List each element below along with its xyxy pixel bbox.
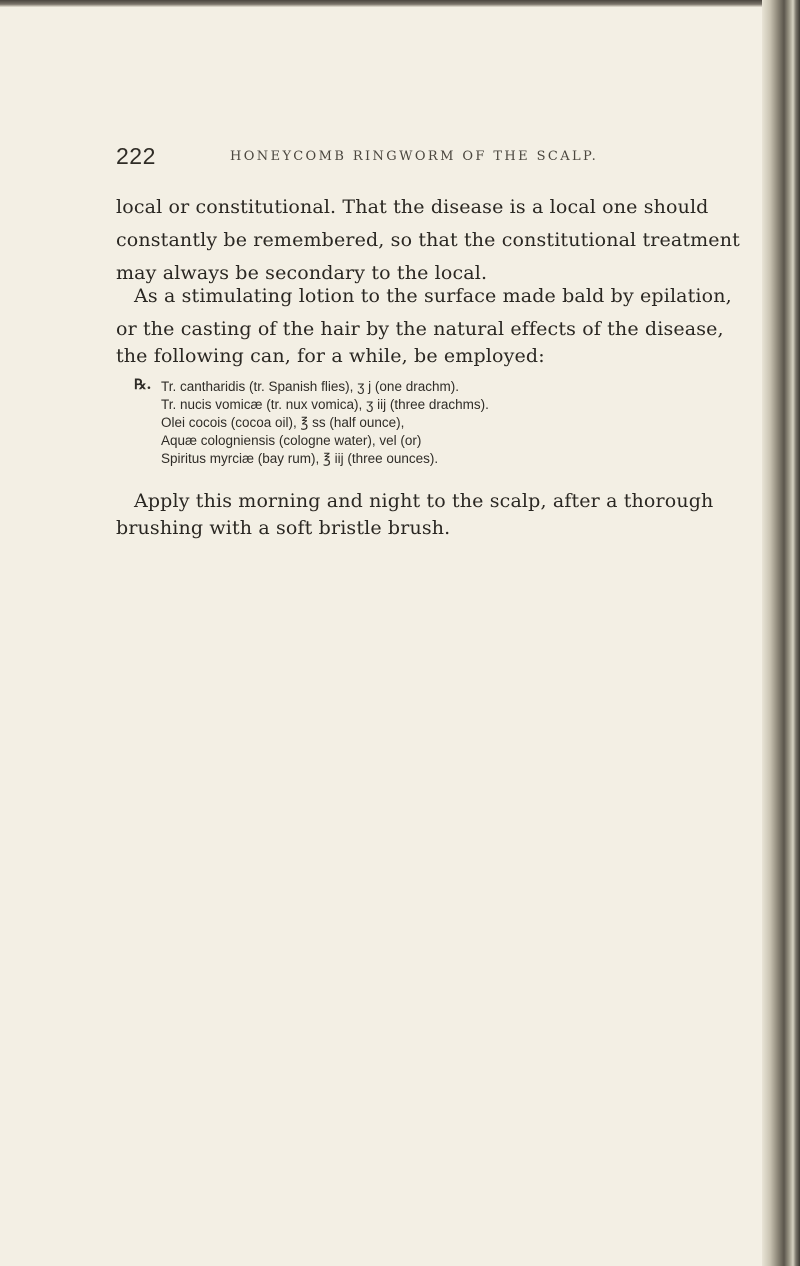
text-line: or the casting of the hair by the natural effects of the disease, (116, 318, 724, 340)
text-line: Apply this morning and night to the scalp, after a thorough (134, 490, 714, 512)
prescription-line: Aquæ cologniensis (cologne water), vel (or) (161, 433, 422, 448)
prescription-line: Tr. cantharidis (tr. Spanish flies), ʒ j (one drachm). (161, 379, 459, 394)
text-line: the following can, for a while, be employed: (116, 345, 545, 367)
prescription-line: Tr. nucis vomicæ (tr. nux vomica), ʒ iij (three drachms). (161, 397, 489, 412)
rx-symbol: ℞. (134, 377, 152, 393)
prescription-line: Olei cocois (cocoa oil), ℥ ss (half ounce), (161, 415, 405, 430)
running-head (116, 143, 756, 171)
prescription-line: Spiritus myrciæ (bay rum), ℥ iij (three ounces). (161, 451, 439, 466)
text-line: may always be secondary to the local. (116, 262, 488, 284)
text-line: As a stimulating lotion to the surface made bald by epilation, (134, 285, 732, 307)
book-binding-edge (762, 0, 800, 1266)
text-line: local or constitutional. That the disease is a local one should (116, 196, 709, 218)
running-title: HONEYCOMB RINGWORM OF THE SCALP. (230, 149, 599, 164)
text-line: constantly be remembered, so that the constitutional treatment (116, 229, 740, 251)
page-number: 222 (116, 143, 156, 169)
text-line: brushing with a soft bristle brush. (116, 517, 451, 539)
